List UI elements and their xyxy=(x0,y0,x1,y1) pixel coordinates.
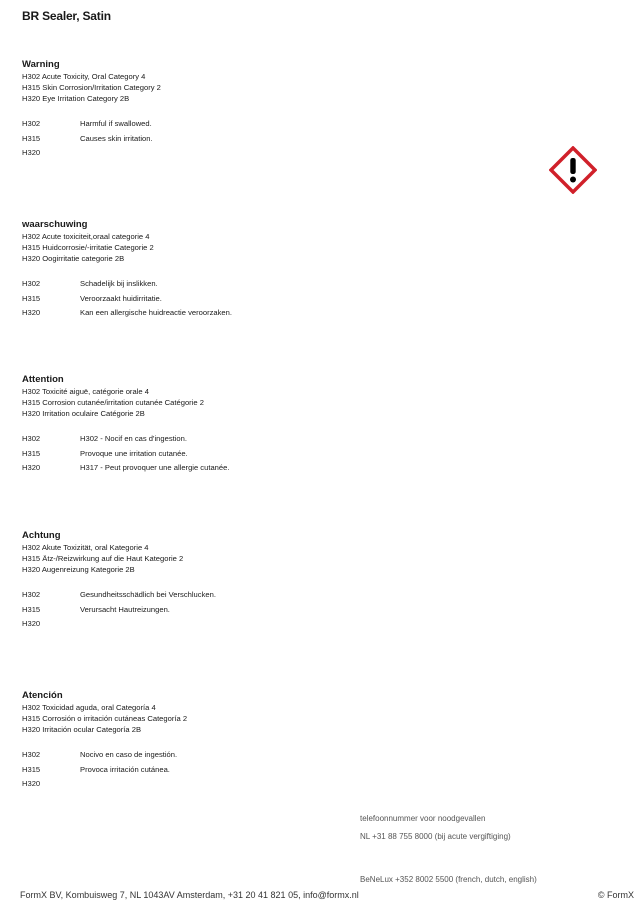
classification-line: H302 Acute Toxicity, Oral Category 4 xyxy=(22,72,146,81)
emergency-phone-label: telefoonnummer voor noodgevallen xyxy=(360,814,486,823)
hazard-statement-row xyxy=(22,146,442,161)
classification-line: H315 Skin Corrosion/Irritation Category 2 xyxy=(22,83,161,92)
footer-company-info: FormX BV, Kombuisweg 7, NL 1043AV Amsterdam, +31 20 41 821 05, info@formx.nl xyxy=(20,890,359,900)
hazard-code: H302 xyxy=(22,434,41,443)
hazard-text: Veroorzaakt huidirritatie. xyxy=(80,293,162,303)
hazard-code: H320 xyxy=(22,779,41,788)
classification-line: H302 Akute Toxizität, oral Kategorie 4 xyxy=(22,543,149,552)
hazard-code: H320 xyxy=(22,148,41,157)
hazard-code: H315 xyxy=(22,133,41,143)
hazard-statement-row xyxy=(22,292,442,307)
classification-line: H320 Oogirritatie categorie 2B xyxy=(22,254,125,263)
classification-line: H315 Corrosion cutanée/irritation cutanée Catégorie 2 xyxy=(22,398,204,407)
section-spanish xyxy=(22,690,442,792)
classification-line: H320 Eye Irritation Category 2B xyxy=(22,94,130,103)
exclamation-mark-hazard-icon xyxy=(549,146,597,194)
emergency-phone-benelux: BeNeLux +352 8002 5500 (french, dutch, english) xyxy=(360,875,537,884)
classification-line: H320 Irritation oculaire Catégorie 2B xyxy=(22,409,145,418)
section-heading: Achtung xyxy=(22,530,61,541)
hazard-statement-row xyxy=(22,432,442,447)
hazard-text: Provoque une irritation cutanée. xyxy=(80,448,188,458)
hazard-statement-row xyxy=(22,748,442,763)
section-dutch xyxy=(22,219,442,321)
section-heading: Warning xyxy=(22,59,60,70)
hazard-text: Schadelijk bij inslikken. xyxy=(80,279,158,288)
classification-line: H302 Acute toxiciteit,oraal categorie 4 xyxy=(22,232,150,241)
section-german xyxy=(22,530,442,632)
section-heading: waarschuwing xyxy=(22,219,88,230)
hazard-code: H302 xyxy=(22,590,41,599)
classification-line: H315 Corrosión o irritación cutáneas Categoría 2 xyxy=(22,714,188,723)
hazard-statement-row xyxy=(22,132,442,147)
hazard-statement-row xyxy=(22,763,442,778)
hazard-code: H315 xyxy=(22,604,41,614)
section-heading: Attention xyxy=(22,374,64,385)
hazard-text: Causes skin irritation. xyxy=(80,133,153,143)
hazard-text: Harmful if swallowed. xyxy=(80,119,152,128)
section-french xyxy=(22,374,442,476)
classification-line: H320 Irritación ocular Categoría 2B xyxy=(22,725,142,734)
hazard-text: Kan een allergische huidreactie veroorzaken. xyxy=(80,308,232,317)
hazard-statement-row xyxy=(22,447,442,462)
hazard-text: H302 - Nocif en cas d'ingestion. xyxy=(80,434,187,443)
hazard-statement-row xyxy=(22,588,442,603)
hazard-statement-row xyxy=(22,617,442,632)
hazard-code: H302 xyxy=(22,119,41,128)
hazard-text: H317 - Peut provoquer une allergie cutanée. xyxy=(80,463,230,472)
section-english xyxy=(22,59,442,161)
footer-copyright: © FormX xyxy=(597,890,634,900)
emergency-phone-nl: NL +31 88 755 8000 (bij acute vergiftiging) xyxy=(360,832,511,841)
hazard-statement-row xyxy=(22,777,442,792)
hazard-code: H320 xyxy=(22,308,41,317)
hazard-code: H320 xyxy=(22,619,41,628)
hazard-statement-row xyxy=(22,306,442,321)
hazard-statement-row xyxy=(22,603,442,618)
classification-line: H302 Toxicité aiguë, catégorie orale 4 xyxy=(22,387,149,396)
classification-line: H315 Huidcorrosie/-irritatie Categorie 2 xyxy=(22,243,154,252)
hazard-code: H315 xyxy=(22,764,41,774)
hazard-code: H320 xyxy=(22,463,41,472)
hazard-text: Nocivo en caso de ingestión. xyxy=(80,750,178,759)
hazard-statement-row xyxy=(22,277,442,292)
product-title: BR Sealer, Satin xyxy=(22,9,111,23)
hazard-text: Provoca irritación cutánea. xyxy=(80,764,170,774)
hazard-statement-row xyxy=(22,461,442,476)
section-heading: Atención xyxy=(22,690,63,701)
hazard-text: Verursacht Hautreizungen. xyxy=(80,604,170,614)
hazard-code: H302 xyxy=(22,750,41,759)
hazard-code: H315 xyxy=(22,293,41,303)
hazard-statement-row xyxy=(22,117,442,132)
hazard-code: H302 xyxy=(22,279,41,288)
hazard-code: H315 xyxy=(22,448,41,458)
classification-line: H302 Toxicidad aguda, oral Categoría 4 xyxy=(22,703,156,712)
classification-line: H315 Ätz-/Reizwirkung auf die Haut Kategorie 2 xyxy=(22,554,184,563)
classification-line: H320 Augenreizung Kategorie 2B xyxy=(22,565,135,574)
hazard-text: Gesundheitsschädlich bei Verschlucken. xyxy=(80,590,216,599)
